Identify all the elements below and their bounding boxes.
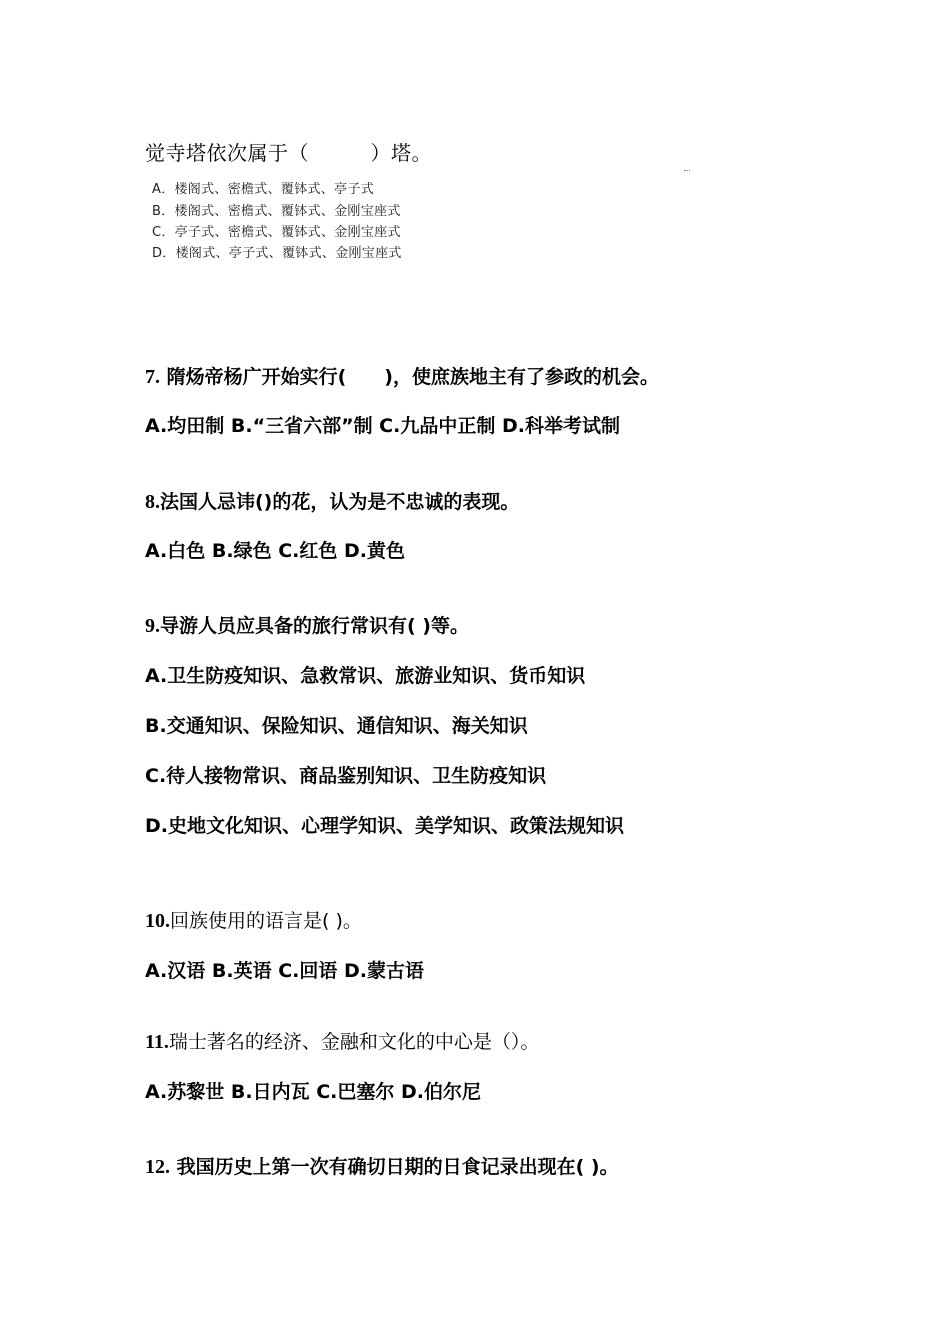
question-number: 8. [145,491,160,513]
question-11-stem [145,1027,539,1054]
option-c-small: C．亭子式、密檐式、覆钵式、金刚宝座式 [152,225,401,240]
question-12-stem [145,1152,619,1179]
question-7-options: A.均田制 B.“三省六部”制 C.九品中正制 D.科举考试制 [145,415,620,437]
question-9-option-a: A.卫生防疫知识、急救常识、旅游业知识、货币知识 [145,665,586,687]
question-text: 我国历史上第一次有确切日期的日食记录出现在( )。 [170,1156,619,1178]
question-8-options: A.白色 B.绿色 C.红色 D.黄色 [145,540,405,562]
question-text: 瑞士著名的经济、金融和文化的中心是（）。 [168,1031,540,1053]
question-number: 12. [145,1156,170,1178]
question-stem-continued: 觉寺塔依次属于（ ）塔。 [145,141,432,165]
question-8-stem [145,487,519,514]
question-number: 9. [145,615,160,637]
question-number: 7. [145,366,160,388]
question-number: 10. [145,910,170,932]
option-a-small: A．楼阁式、密檐式、覆钵式、亭子式 [152,182,374,197]
question-9-option-d: D.史地文化知识、心理学知识、美学知识、政策法规知识 [145,815,624,837]
question-7-stem [145,362,659,389]
question-10-stem [145,906,362,933]
question-text: 回族使用的语言是( )。 [170,910,362,932]
question-9-option-b: B.交通知识、保险知识、通信知识、海关知识 [145,715,528,737]
question-9-stem [145,611,469,638]
question-number: 11. [145,1031,169,1053]
scan-speck [684,170,690,174]
question-text: 隋炀帝杨广开始实行( )，使庶族地主有了参政的机会。 [160,366,659,388]
question-10-options: A.汉语 B.英语 C.回语 D.蒙古语 [145,960,424,982]
question-text: 导游人员应具备的旅行常识有( )等。 [160,615,469,637]
option-b-small: B．楼阁式、密檐式、覆钵式、金刚宝座式 [152,204,401,219]
option-d-small: D．楼阁式、亭子式、覆钵式、金刚宝座式 [152,246,402,261]
question-9-option-c: C.待人接物常识、商品鉴别知识、卫生防疫知识 [145,765,547,787]
question-11-options: A.苏黎世 B.日内瓦 C.巴塞尔 D.伯尔尼 [145,1081,481,1103]
question-text: 法国人忌讳()的花，认为是不忠诚的表现。 [160,491,520,513]
